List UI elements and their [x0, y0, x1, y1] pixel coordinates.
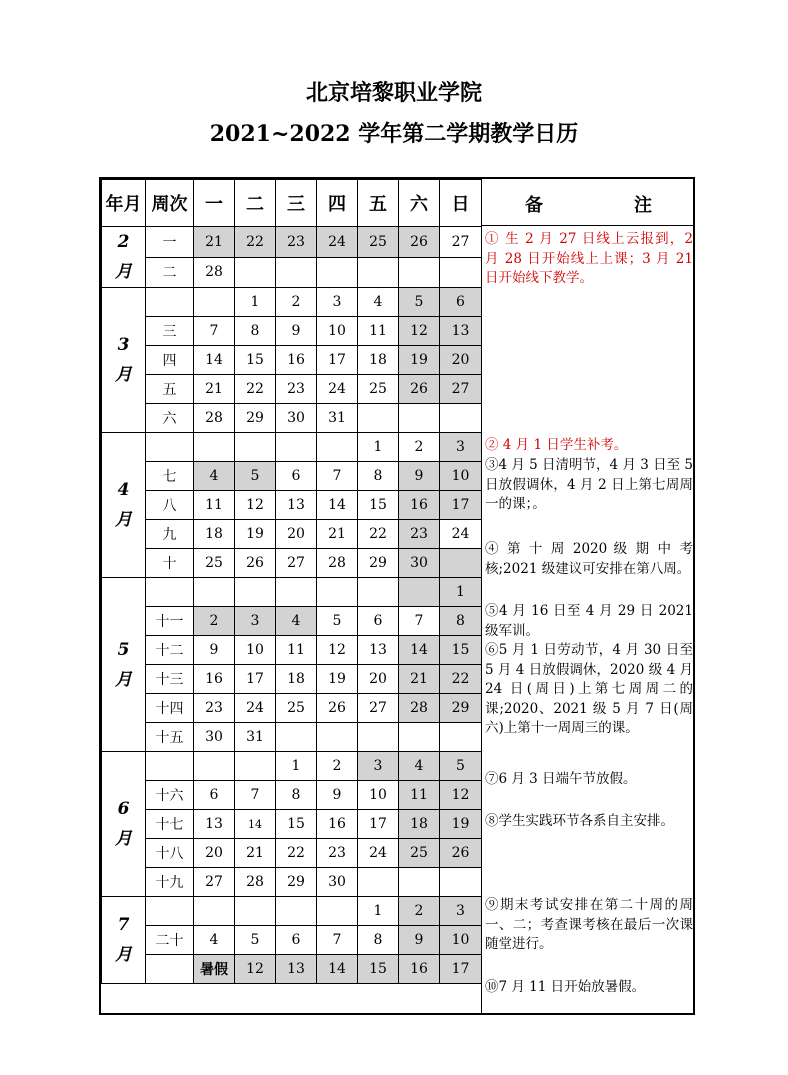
header-fri: 五: [358, 180, 399, 227]
day-cell: 7: [194, 317, 235, 346]
day-cell: 19: [235, 520, 276, 549]
week-number: [146, 578, 194, 607]
day-cell: [440, 868, 482, 897]
note-6: ⑥5 月 1 日劳动节，4 月 30 日至 5 月 4 日放假调休，2020 级 4 月 24 日(周日)上第七周周二的课;2020、2021 级 5 月 7 日(周六)上第十一周周三的课。: [485, 642, 693, 736]
day-cell: [399, 578, 440, 607]
day-cell: 26: [399, 227, 440, 258]
day-cell: [399, 723, 440, 752]
day-cell: [399, 868, 440, 897]
day-cell: 18: [194, 520, 235, 549]
week-number: 九: [146, 520, 194, 549]
day-cell: 11: [399, 781, 440, 810]
day-cell: [317, 897, 358, 926]
day-cell: 21: [317, 520, 358, 549]
day-cell: 7: [235, 781, 276, 810]
day-cell: 14: [317, 491, 358, 520]
day-cell: 30: [399, 549, 440, 578]
day-cell: 16: [317, 810, 358, 839]
day-cell: 6: [440, 288, 482, 317]
day-cell: 30: [317, 868, 358, 897]
header-sat: 六: [399, 180, 440, 227]
day-cell: 9: [194, 636, 235, 665]
day-cell: 2: [399, 897, 440, 926]
note-2: ② 4 月 1 日学生补考。: [485, 437, 628, 453]
week-number: [146, 955, 194, 984]
day-cell: 30: [276, 404, 317, 433]
day-cell: 24: [358, 839, 399, 868]
week-number: 八: [146, 491, 194, 520]
week-number: [146, 288, 194, 317]
day-cell: 28: [235, 868, 276, 897]
table-row: [102, 375, 482, 404]
day-cell: 9: [399, 462, 440, 491]
week-number: 一: [146, 227, 194, 258]
note-3: ③4 月 5 日清明节，4 月 3 日至 5 日放假调休，4 月 2 日上第七周周一的课；。: [485, 457, 693, 512]
day-cell: [440, 723, 482, 752]
day-cell: [399, 257, 440, 288]
day-cell: 17: [440, 955, 482, 984]
day-cell: [235, 752, 276, 781]
day-cell: 13: [276, 955, 317, 984]
header-week: 周次: [146, 180, 194, 227]
day-cell: 16: [194, 665, 235, 694]
note-1: ① 生 2 月 27 日线上云报到，2 月 28 日开始线上上课；3 月 21 日开始线下教学。: [485, 231, 693, 286]
day-cell: 25: [194, 549, 235, 578]
institution-title: 北京培黎职业学院: [305, 80, 482, 106]
day-cell: 15: [358, 491, 399, 520]
day-cell: 31: [235, 723, 276, 752]
day-cell: 8: [276, 781, 317, 810]
day-cell: 7: [399, 607, 440, 636]
table-row: [102, 433, 482, 462]
day-cell: 4: [358, 288, 399, 317]
header-mon: 一: [194, 180, 235, 227]
note-5: ⑤4 月 16 日至 4 月 29 日 2021 级军训。: [485, 603, 693, 639]
table-row: [102, 926, 482, 955]
day-cell: 27: [440, 375, 482, 404]
header-tue: 二: [235, 180, 276, 227]
table-row: [102, 404, 482, 433]
day-cell: 2: [317, 752, 358, 781]
table-row: [102, 665, 482, 694]
day-cell: [194, 897, 235, 926]
day-cell: 12: [235, 491, 276, 520]
header-year-month: 年月: [102, 180, 146, 227]
week-number: 二十: [146, 926, 194, 955]
day-cell: 18: [276, 665, 317, 694]
day-cell: 13: [194, 810, 235, 839]
table-row: [102, 346, 482, 375]
day-cell: [317, 723, 358, 752]
day-cell: 4: [194, 462, 235, 491]
week-number: 十六: [146, 781, 194, 810]
week-number: 三: [146, 317, 194, 346]
day-cell: 12: [317, 636, 358, 665]
day-cell: [235, 578, 276, 607]
month-label: 7 月: [102, 897, 146, 984]
table-row: [102, 636, 482, 665]
day-cell: 18: [358, 346, 399, 375]
day-cell: 19: [317, 665, 358, 694]
day-cell: 12: [399, 317, 440, 346]
summer-break-cell: 暑假: [194, 955, 235, 984]
day-cell: 20: [276, 520, 317, 549]
day-cell: 22: [358, 520, 399, 549]
day-cell: 10: [317, 317, 358, 346]
week-number: 十: [146, 549, 194, 578]
day-cell: 22: [276, 839, 317, 868]
day-cell: 21: [194, 375, 235, 404]
day-cell: 16: [276, 346, 317, 375]
month-label: 2 月: [102, 227, 146, 288]
day-cell: 4: [399, 752, 440, 781]
day-cell: [440, 404, 482, 433]
week-number: 十九: [146, 868, 194, 897]
header-wed: 三: [276, 180, 317, 227]
table-row: [102, 607, 482, 636]
day-cell: 5: [440, 752, 482, 781]
day-cell: 9: [399, 926, 440, 955]
header-row: [102, 180, 482, 227]
table-row: [102, 752, 482, 781]
day-cell: 11: [276, 636, 317, 665]
week-number: 二: [146, 257, 194, 288]
day-cell: 2: [276, 288, 317, 317]
day-cell: 14: [235, 810, 276, 839]
day-cell: 9: [276, 317, 317, 346]
day-cell: 4: [194, 926, 235, 955]
day-cell: 25: [276, 694, 317, 723]
day-cell: [194, 288, 235, 317]
week-number: [146, 433, 194, 462]
day-cell: 25: [358, 227, 399, 258]
day-cell: 15: [358, 955, 399, 984]
header-thu: 四: [317, 180, 358, 227]
note-4: ④ 第 十 周 2020 级 期 中 考核;2021 级建议可安排在第八周。: [485, 541, 693, 577]
note-7: ⑦6 月 3 日端午节放假。: [485, 771, 637, 787]
day-cell: 12: [235, 955, 276, 984]
day-cell: [276, 578, 317, 607]
week-number: 六: [146, 404, 194, 433]
day-cell: 15: [235, 346, 276, 375]
day-cell: [235, 433, 276, 462]
note-9: ⑨期末考试安排在第二十周的周一、二；考查课考核在最后一次课随堂进行。: [485, 897, 693, 952]
notes-header-char-2: 注: [634, 195, 652, 216]
day-cell: [276, 897, 317, 926]
day-cell: 23: [317, 839, 358, 868]
week-number: 十八: [146, 839, 194, 868]
day-cell: 14: [194, 346, 235, 375]
day-cell: 1: [235, 288, 276, 317]
table-row: [102, 520, 482, 549]
day-cell: [440, 257, 482, 288]
day-cell: 15: [440, 636, 482, 665]
day-cell: 9: [317, 781, 358, 810]
day-cell: 20: [194, 839, 235, 868]
week-number: 七: [146, 462, 194, 491]
day-cell: 19: [399, 346, 440, 375]
day-cell: 26: [440, 839, 482, 868]
day-cell: 17: [317, 346, 358, 375]
day-cell: 21: [399, 665, 440, 694]
calendar-body: [102, 227, 482, 984]
day-cell: 3: [440, 433, 482, 462]
day-cell: 17: [440, 491, 482, 520]
day-cell: 6: [276, 926, 317, 955]
day-cell: [358, 404, 399, 433]
day-cell: 27: [276, 549, 317, 578]
day-cell: 31: [317, 404, 358, 433]
day-cell: 10: [440, 926, 482, 955]
week-number: 十一: [146, 607, 194, 636]
day-cell: 28: [194, 257, 235, 288]
day-cell: 5: [399, 288, 440, 317]
table-row: [102, 694, 482, 723]
table-row: [102, 810, 482, 839]
month-label: 5 月: [102, 578, 146, 752]
day-cell: 4: [276, 607, 317, 636]
week-number: [146, 752, 194, 781]
header-sun: 日: [440, 180, 482, 227]
day-cell: 1: [358, 433, 399, 462]
calendar-table: [101, 179, 482, 984]
note-10: ⑩7 月 11 日开始放暑假。: [485, 979, 646, 995]
day-cell: 13: [358, 636, 399, 665]
table-row: [102, 955, 482, 984]
week-number: 十四: [146, 694, 194, 723]
day-cell: [194, 578, 235, 607]
day-cell: 21: [235, 839, 276, 868]
table-row: [102, 257, 482, 288]
month-label: 6 月: [102, 752, 146, 897]
day-cell: 10: [440, 462, 482, 491]
notes-column: [481, 226, 693, 1013]
week-number: 五: [146, 375, 194, 404]
day-cell: [358, 578, 399, 607]
day-cell: 29: [440, 694, 482, 723]
day-cell: 24: [235, 694, 276, 723]
day-cell: [358, 723, 399, 752]
day-cell: 30: [194, 723, 235, 752]
table-row: [102, 462, 482, 491]
week-number: 四: [146, 346, 194, 375]
table-row: [102, 491, 482, 520]
day-cell: [276, 257, 317, 288]
day-cell: 8: [358, 462, 399, 491]
month-label: 4 月: [102, 433, 146, 578]
day-cell: 27: [194, 868, 235, 897]
day-cell: 3: [440, 897, 482, 926]
month-label: 3 月: [102, 288, 146, 433]
notes-header: [481, 179, 693, 226]
day-cell: 7: [317, 462, 358, 491]
table-row: [102, 839, 482, 868]
day-cell: [235, 897, 276, 926]
day-cell: 16: [399, 491, 440, 520]
week-number: 十三: [146, 665, 194, 694]
day-cell: 8: [440, 607, 482, 636]
day-cell: 23: [276, 375, 317, 404]
day-cell: 3: [358, 752, 399, 781]
day-cell: 22: [235, 227, 276, 258]
day-cell: 13: [440, 317, 482, 346]
day-cell: 6: [358, 607, 399, 636]
day-cell: [276, 433, 317, 462]
day-cell: 10: [358, 781, 399, 810]
day-cell: [358, 257, 399, 288]
day-cell: 23: [194, 694, 235, 723]
day-cell: 27: [358, 694, 399, 723]
day-cell: 6: [276, 462, 317, 491]
day-cell: 21: [194, 227, 235, 258]
day-cell: [276, 723, 317, 752]
day-cell: 19: [440, 810, 482, 839]
day-cell: 26: [235, 549, 276, 578]
day-cell: 13: [276, 491, 317, 520]
day-cell: 16: [399, 955, 440, 984]
day-cell: 5: [235, 926, 276, 955]
day-cell: 14: [317, 955, 358, 984]
day-cell: 6: [194, 781, 235, 810]
week-number: 十二: [146, 636, 194, 665]
day-cell: 25: [358, 375, 399, 404]
day-cell: 8: [235, 317, 276, 346]
day-cell: 18: [399, 810, 440, 839]
day-cell: 17: [358, 810, 399, 839]
day-cell: 1: [440, 578, 482, 607]
table-row: [102, 288, 482, 317]
week-number: 十五: [146, 723, 194, 752]
day-cell: 29: [235, 404, 276, 433]
day-cell: 22: [235, 375, 276, 404]
day-cell: [399, 404, 440, 433]
table-row: [102, 549, 482, 578]
day-cell: 11: [194, 491, 235, 520]
table-row: [102, 317, 482, 346]
week-number: 十七: [146, 810, 194, 839]
day-cell: 10: [235, 636, 276, 665]
day-cell: 23: [276, 227, 317, 258]
note-8: ⑧学生实践环节各系自主安排。: [485, 813, 674, 829]
day-cell: 20: [440, 346, 482, 375]
day-cell: 22: [440, 665, 482, 694]
table-row: [102, 227, 482, 258]
day-cell: 26: [399, 375, 440, 404]
day-cell: [194, 433, 235, 462]
notes-header-char-1: 备: [525, 195, 543, 216]
table-row: [102, 578, 482, 607]
day-cell: 3: [235, 607, 276, 636]
day-cell: 1: [276, 752, 317, 781]
table-row: [102, 723, 482, 752]
day-cell: 7: [317, 926, 358, 955]
day-cell: [358, 868, 399, 897]
table-row: [102, 897, 482, 926]
day-cell: 12: [440, 781, 482, 810]
day-cell: 28: [194, 404, 235, 433]
day-cell: 1: [358, 897, 399, 926]
day-cell: [317, 257, 358, 288]
day-cell: 25: [399, 839, 440, 868]
day-cell: [440, 549, 482, 578]
day-cell: [235, 257, 276, 288]
day-cell: 23: [399, 520, 440, 549]
day-cell: 26: [317, 694, 358, 723]
day-cell: [317, 578, 358, 607]
day-cell: 24: [317, 375, 358, 404]
table-row: [102, 868, 482, 897]
table-row: [102, 781, 482, 810]
day-cell: 29: [276, 868, 317, 897]
day-cell: [317, 433, 358, 462]
day-cell: 29: [358, 549, 399, 578]
day-cell: 27: [440, 227, 482, 258]
day-cell: 15: [276, 810, 317, 839]
calendar-title: 2021~2022 学年第二学期教学日历: [209, 121, 579, 147]
day-cell: 2: [399, 433, 440, 462]
day-cell: 28: [317, 549, 358, 578]
day-cell: 3: [317, 288, 358, 317]
day-cell: 11: [358, 317, 399, 346]
week-number: [146, 897, 194, 926]
day-cell: 24: [440, 520, 482, 549]
day-cell: 20: [358, 665, 399, 694]
day-cell: 17: [235, 665, 276, 694]
day-cell: 2: [194, 607, 235, 636]
day-cell: 5: [317, 607, 358, 636]
day-cell: [194, 752, 235, 781]
day-cell: 8: [358, 926, 399, 955]
day-cell: 24: [317, 227, 358, 258]
day-cell: 28: [399, 694, 440, 723]
day-cell: 5: [235, 462, 276, 491]
day-cell: 14: [399, 636, 440, 665]
